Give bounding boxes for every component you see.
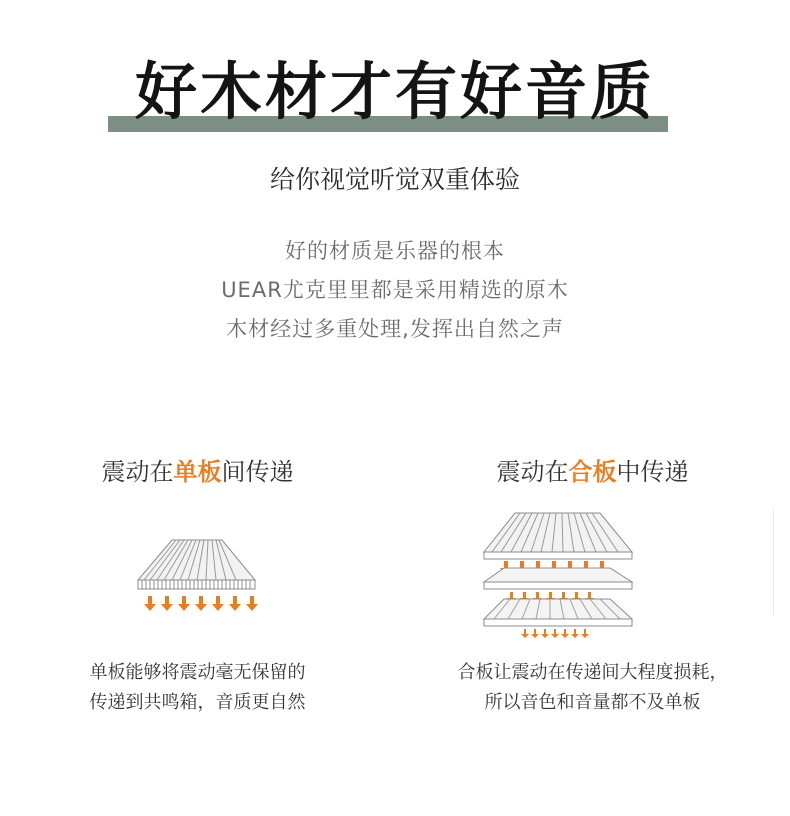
- desc-line: 合板让震动在传递间大程度损耗，: [457, 662, 728, 683]
- page-title: 好木材才有好音质: [134, 55, 655, 128]
- page-subtitle: 给你视觉听觉双重体验: [269, 165, 520, 194]
- heading-highlight: 单板: [173, 458, 222, 486]
- desc-line: 传递到共鸣箱，音质更自然: [89, 692, 306, 713]
- plywood-heading: [395, 452, 790, 487]
- single-board-description: [0, 658, 395, 718]
- heading-prefix: 震动在: [101, 458, 174, 486]
- edge-divider: [773, 510, 774, 615]
- desc-line: 单板能够将震动毫无保留的: [89, 662, 306, 683]
- plywood-layer: [484, 568, 632, 589]
- plywood-diagram: [480, 510, 635, 645]
- plywood-layer: [484, 599, 632, 626]
- single-board-heading: [0, 452, 395, 487]
- intro-line: 木材经过多重处理,发挥出自然之声: [226, 317, 564, 341]
- intro-line: UEAR尤克里里都是采用精选的原木: [221, 278, 569, 302]
- plywood-description: [395, 658, 790, 718]
- single-board-diagram: [130, 535, 265, 625]
- vibration-arrows: [144, 596, 258, 611]
- heading-prefix: 震动在: [496, 458, 569, 486]
- heading-suffix: 中传递: [616, 458, 689, 486]
- heading-suffix: 间传递: [221, 458, 294, 486]
- heading-highlight: 合板: [568, 458, 617, 486]
- plywood-layer: [484, 513, 632, 559]
- intro-line: 好的材质是乐器的根本: [285, 239, 505, 263]
- desc-line: 所以音色和音量都不及单板: [484, 692, 701, 713]
- intro-text: [0, 232, 790, 349]
